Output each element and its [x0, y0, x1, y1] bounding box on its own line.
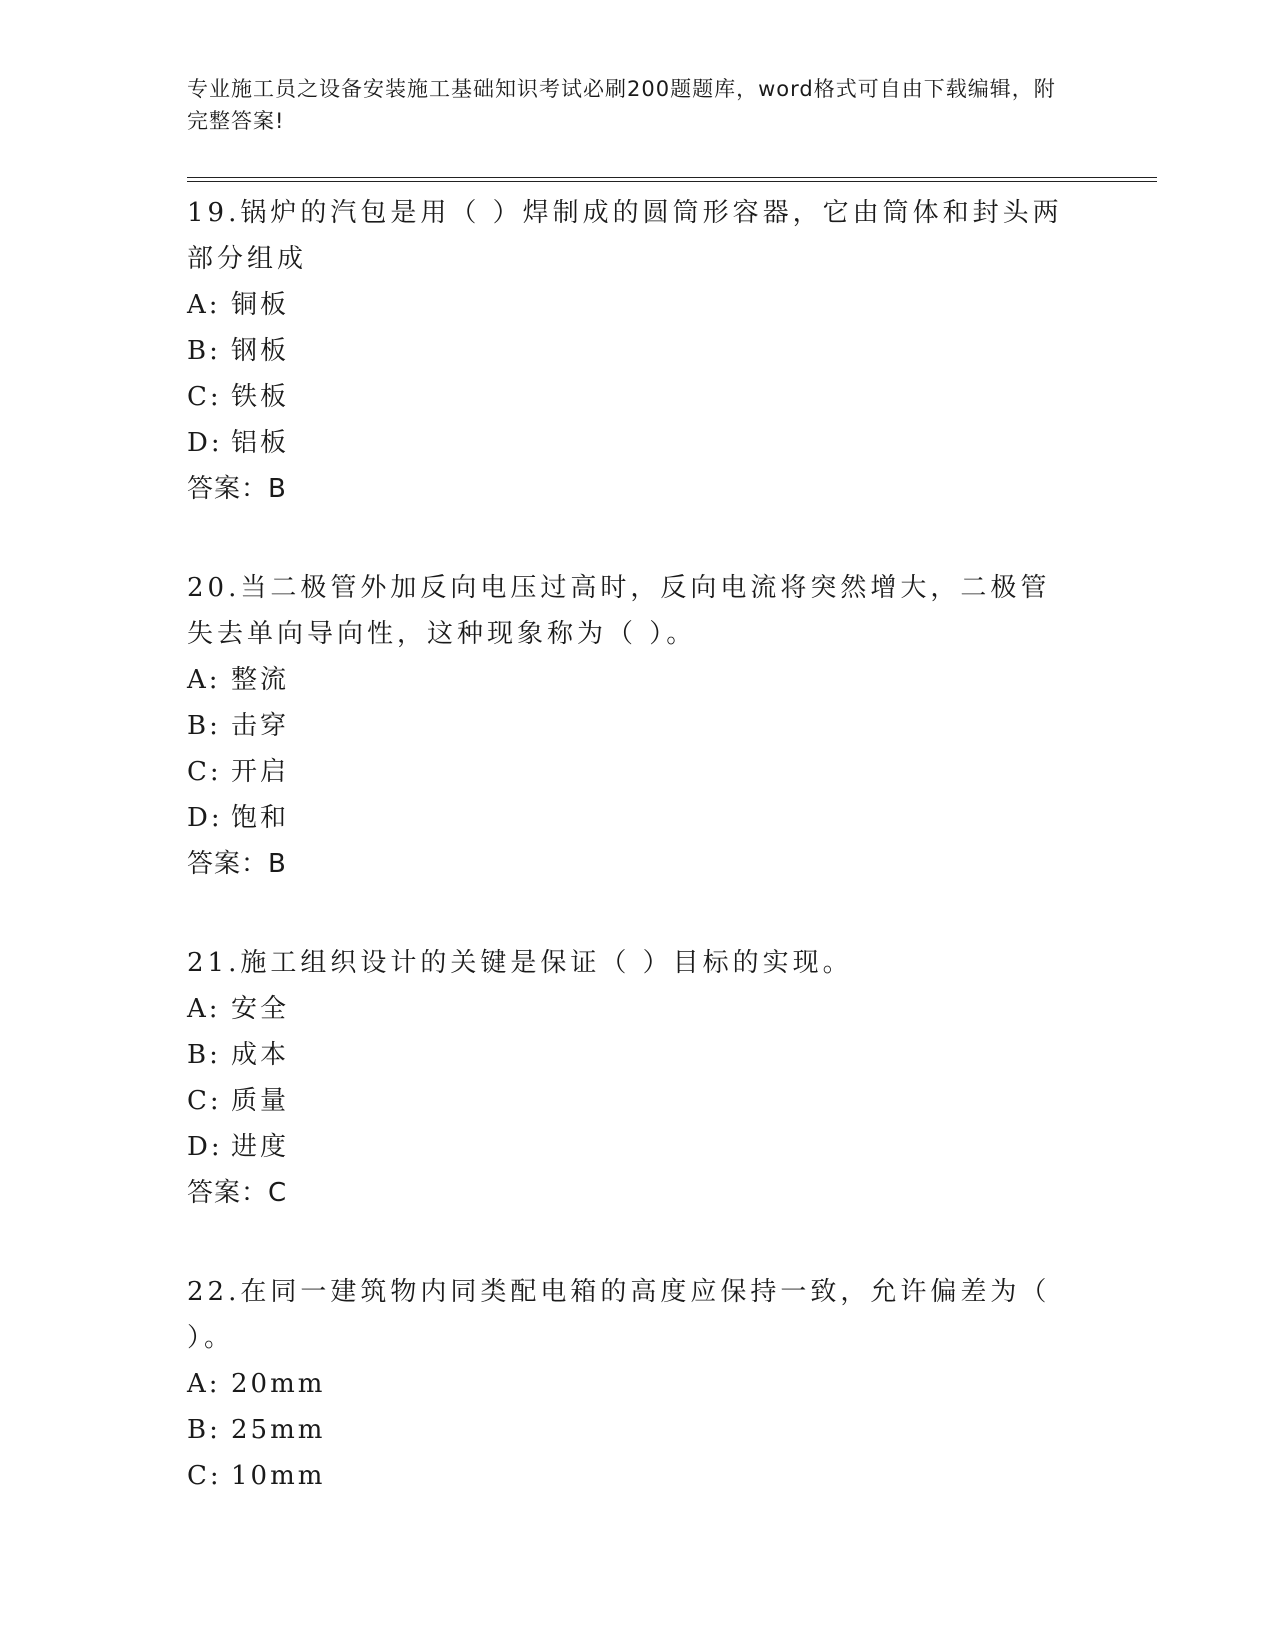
- option-b: [187, 1407, 1087, 1453]
- option-text: 开启: [231, 757, 290, 787]
- question-stem: 22.在同一建筑物内同类配电箱的高度应保持一致，允许偏差为（ ）。: [187, 1277, 1051, 1353]
- question-19: [187, 190, 1087, 512]
- option-b: [187, 328, 1087, 374]
- option-c: [187, 749, 1087, 795]
- option-key: B:: [187, 1040, 221, 1070]
- option-c: [187, 1078, 1087, 1124]
- question-stem: 19.锅炉的汽包是用（ ）焊制成的圆筒形容器，它由筒体和封头两部分组成: [187, 198, 1063, 274]
- option-text: 10mm: [231, 1461, 326, 1491]
- option-text: 铝板: [231, 428, 290, 458]
- option-text: 整流: [231, 665, 290, 695]
- option-text: 击穿: [231, 711, 290, 741]
- option-key: C:: [187, 757, 222, 787]
- question-22: [187, 1269, 1087, 1499]
- question-stem: 21.施工组织设计的关键是保证（ ）目标的实现。: [187, 948, 853, 978]
- option-c: [187, 1453, 1087, 1499]
- option-text: 铁板: [231, 382, 290, 412]
- option-text: 铜板: [231, 290, 290, 320]
- option-text: 质量: [231, 1086, 290, 1116]
- option-text: 饱和: [231, 803, 290, 833]
- option-key: D:: [187, 1132, 223, 1162]
- option-key: A:: [187, 665, 221, 695]
- option-d: [187, 795, 1087, 841]
- option-text: 钢板: [231, 336, 290, 366]
- option-key: A:: [187, 1369, 221, 1399]
- option-text: 安全: [231, 994, 290, 1024]
- option-key: C:: [187, 1461, 222, 1491]
- option-c: [187, 374, 1087, 420]
- option-key: C:: [187, 382, 222, 412]
- option-text: 进度: [231, 1132, 290, 1162]
- header-divider-secondary: [187, 181, 1157, 182]
- question-stem: 20.当二极管外加反向电压过高时，反向电流将突然增大，二极管失去单向导向性，这种现象称为（ ）。: [187, 573, 1051, 649]
- option-a: [187, 282, 1087, 328]
- option-d: [187, 420, 1087, 466]
- header-divider: [187, 177, 1157, 178]
- option-key: B:: [187, 711, 221, 741]
- answer-line: 答案：B: [187, 474, 287, 504]
- option-key: D:: [187, 803, 223, 833]
- question-20: [187, 565, 1087, 887]
- option-text: 成本: [231, 1040, 290, 1070]
- option-key: B:: [187, 336, 221, 366]
- answer-line: 答案：B: [187, 849, 287, 879]
- option-key: C:: [187, 1086, 222, 1116]
- option-d: [187, 1124, 1087, 1170]
- option-key: B:: [187, 1415, 221, 1445]
- option-key: A:: [187, 994, 221, 1024]
- option-a: [187, 657, 1087, 703]
- option-text: 20mm: [231, 1369, 326, 1399]
- option-a: [187, 986, 1087, 1032]
- option-key: A:: [187, 290, 221, 320]
- option-text: 25mm: [231, 1415, 326, 1445]
- question-list: [187, 190, 1087, 1552]
- option-b: [187, 1032, 1087, 1078]
- option-a: [187, 1361, 1087, 1407]
- document-header: 专业施工员之设备安装施工基础知识考试必刷200题题库，word格式可自由下载编辑，附完整答案!: [187, 77, 1056, 133]
- option-key: D:: [187, 428, 223, 458]
- option-b: [187, 703, 1087, 749]
- answer-line: 答案：C: [187, 1178, 288, 1208]
- question-21: [187, 940, 1087, 1216]
